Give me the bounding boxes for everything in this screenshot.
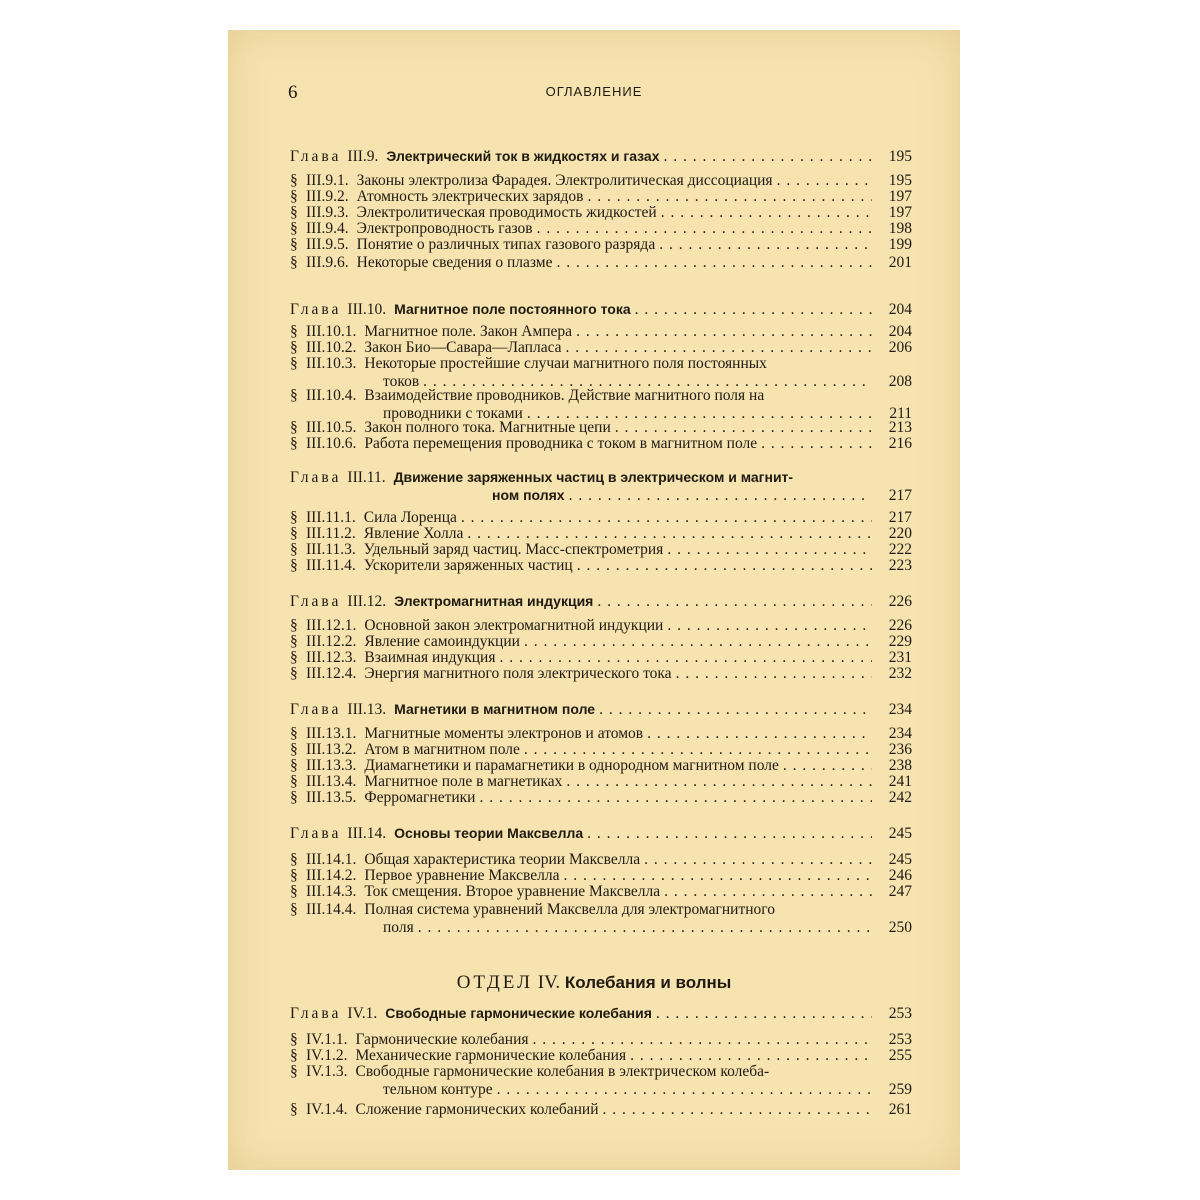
toc-title: Магнитное поле в магнетиках [364,773,563,790]
section-symbol: § [290,419,298,436]
section-symbol: § [290,188,298,205]
toc-section [290,355,912,372]
leader-dots [467,525,872,542]
toc-page: 226 [888,593,912,610]
section-symbol: § [290,1047,298,1064]
toc-title-continued: токов [383,373,420,390]
section-symbol: § [290,1063,298,1080]
toc-code: III.10.4. [306,387,357,404]
toc-chapter [290,148,912,165]
section-symbol: § [290,901,298,918]
toc-section [290,541,912,558]
toc-code: III.11.2. [306,525,356,542]
toc-code: III.10.2. [306,339,357,356]
toc-title: Магнетики в магнитном поле [394,701,596,717]
chapter-label: Глава [290,148,342,165]
section-symbol: § [290,541,298,558]
toc-page: 261 [888,1101,912,1118]
toc-section [290,419,912,436]
toc-continuation [290,487,912,504]
toc-code: III.9.3. [306,204,349,221]
toc-title: Явление Холла [363,525,464,542]
toc-code: III.10. [347,301,387,318]
leader-dots [524,633,872,650]
toc-section [290,633,912,650]
toc-title: Полная система уравнений Максвелла для электромагнитного [364,901,776,918]
toc-title: Магнитное поле постоянного тока [394,301,631,317]
leader-dots [597,593,872,610]
leader-dots [777,172,872,189]
toc-page: 234 [888,701,912,718]
toc-title: Диамагнетики и парамагнетики в однородном магнитном поле [364,757,779,774]
toc-section [290,883,912,900]
leader-dots [577,557,872,574]
leader-dots [569,487,872,504]
toc-page: 246 [888,867,912,884]
leader-dots [533,1031,872,1048]
toc-title: Атом в магнитном поле [364,741,520,758]
toc-code: IV.1.1. [306,1031,348,1048]
leader-dots [497,1081,872,1098]
section-symbol: § [290,1031,298,1048]
leader-dots [524,741,872,758]
toc-code: III.9. [347,148,379,165]
toc-title: Основной закон электромагнитной индукции [364,617,664,634]
toc-section [290,901,912,918]
toc-code: III.9.1. [306,172,349,189]
leader-dots [659,236,872,253]
section-symbol: § [290,220,298,237]
leader-dots [566,773,872,790]
section-symbol: § [290,867,298,884]
leader-dots [537,220,872,237]
toc-section [290,172,912,189]
toc-section [290,725,912,742]
toc-page: 226 [888,617,912,634]
toc-title: Сила Лоренца [363,509,457,526]
toc-title: Основы теории Максвелла [394,825,584,841]
toc-code: III.13. [347,701,387,718]
leader-dots [599,701,872,718]
toc-page: 255 [888,1047,912,1064]
chapter-label: Глава [290,469,342,486]
toc-chapter [290,1005,912,1022]
toc-title: Ферромагнетики [364,789,476,806]
toc-page: 208 [888,373,912,390]
toc-section [290,339,912,356]
toc-title: Некоторые простейшие случаи магнитного поля постоянных [364,355,767,372]
toc-code: III.11.4. [306,557,356,574]
section-symbol: § [290,339,298,356]
toc-chapter [290,701,912,718]
toc-code: IV.1.3. [306,1063,348,1080]
toc-section [290,435,912,452]
book-page [228,30,960,1170]
section-symbol: § [290,355,298,372]
toc-page: 253 [888,1031,912,1048]
toc-code: III.10.1. [306,323,357,340]
toc-section [290,867,912,884]
toc-title: Явление самоиндукции [364,633,520,650]
leader-dots [615,419,872,436]
toc-title: Удельный заряд частиц. Масс-спектрометрия [363,541,664,558]
chapter-label: Глава [290,701,342,718]
toc-title: Механические гармонические колебания [355,1047,627,1064]
leader-dots [667,541,872,558]
toc-code: III.11.3. [306,541,356,558]
toc-page: 250 [888,919,912,936]
toc-title: Работа перемещения проводника с током в магнитном поле [364,435,758,452]
toc-code: III.12.2. [306,633,357,650]
toc-section [290,254,912,271]
chapter-label: Глава [290,825,342,842]
leader-dots [644,851,872,868]
toc-page: 195 [888,148,912,165]
toc-code: III.14.1. [306,851,357,868]
toc-continuation [290,919,912,936]
section-symbol: § [290,773,298,790]
leader-dots [676,665,872,682]
toc-code: III.9.6. [306,254,349,271]
toc-title: Электролитическая проводимость жидкостей [356,204,657,221]
toc-page: 259 [888,1081,912,1098]
toc-title: Электропроводность газов [356,220,533,237]
section-symbol: § [290,172,298,189]
toc-title: Некоторые сведения о плазме [356,254,553,271]
toc-page: 247 [888,883,912,900]
toc-page: 217 [888,487,912,504]
chapter-label: Глава [290,1005,342,1022]
toc-page: 199 [888,236,912,253]
toc-title: Взаимодействие проводников. Действие магнитного поля на [364,387,765,404]
page-number: 6 [288,82,298,103]
toc-code: III.9.5. [306,236,349,253]
toc-title: Свободные гармонические колебания в электрическом колеба- [355,1063,770,1080]
toc-section [290,557,912,574]
toc-chapter [290,593,912,610]
toc-chapter [290,825,912,842]
toc-title: Электромагнитная индукция [394,593,594,609]
section-symbol: § [290,757,298,774]
toc-title: Взаимная индукция [364,649,496,666]
toc-title: Ускорители заряженных частиц [363,557,573,574]
toc-section [290,323,912,340]
toc-section [290,649,912,666]
toc-section [290,773,912,790]
toc-page: 245 [888,851,912,868]
toc-section [290,741,912,758]
leader-dots [667,617,872,634]
toc-title: Магнитные моменты электронов и атомов [364,725,644,742]
toc-code: III.10.6. [306,435,357,452]
toc-section [290,1031,912,1048]
toc-title-continued: ном полях [492,487,565,503]
toc-title: Сложение гармонических колебаний [355,1101,599,1118]
toc-page: 197 [888,188,912,205]
toc-section [290,220,912,237]
toc-code: III.13.1. [306,725,357,742]
section-symbol: § [290,1101,298,1118]
toc-title: Магнитное поле. Закон Ампера [364,323,573,340]
toc-page: 198 [888,220,912,237]
toc-page: 213 [888,419,912,436]
toc-code: IV.1.4. [306,1101,348,1118]
leader-dots [587,188,872,205]
section-symbol: § [290,851,298,868]
toc-page: 245 [888,825,912,842]
toc-section [290,665,912,682]
toc-section [290,509,912,526]
toc-page: 216 [888,435,912,452]
toc-page: 253 [888,1005,912,1022]
leader-dots [603,1101,873,1118]
toc-title: Закон Био—Савара—Лапласа [364,339,562,356]
toc-page: 222 [888,541,912,558]
section-symbol: § [290,509,298,526]
toc-page: 232 [888,665,912,682]
toc-page: 229 [888,633,912,650]
toc-page: 236 [888,741,912,758]
toc-continuation [290,1081,912,1098]
leader-dots [557,254,873,271]
toc-title: Гармонические колебания [355,1031,529,1048]
toc-page: 204 [888,301,912,318]
toc-code: III.14.4. [306,901,357,918]
leader-dots [418,919,872,936]
leader-dots [499,649,872,666]
toc-code: III.13.4. [306,773,357,790]
section-symbol: § [290,741,298,758]
section-symbol: § [290,883,298,900]
part-number: IV. [537,972,561,993]
leader-dots [664,148,872,165]
toc-title: Энергия магнитного поля электрического тока [364,665,672,682]
leader-dots [783,757,872,774]
toc-section [290,789,912,806]
toc-code: III.9.2. [306,188,349,205]
leader-dots [479,789,872,806]
leader-dots [576,323,872,340]
toc-section [290,204,912,221]
toc-page: 220 [888,525,912,542]
leader-dots [566,339,872,356]
toc-title: Законы электролиза Фарадея. Электролитическая диссоциация [356,172,773,189]
toc-code: III.9.4. [306,220,349,237]
toc-page: 197 [888,204,912,221]
leader-dots [630,1047,872,1064]
toc-section [290,617,912,634]
toc-code: III.12. [347,593,387,610]
section-symbol: § [290,633,298,650]
section-symbol: § [290,204,298,221]
toc-page: 211 [889,405,912,422]
toc-code: III.14. [347,825,387,842]
section-symbol: § [290,557,298,574]
toc-page: 223 [888,557,912,574]
toc-title-continued: тельном контуре [383,1081,493,1098]
toc-page: 217 [888,509,912,526]
leader-dots [563,867,872,884]
part-heading [228,972,960,994]
running-title: ОГЛАВЛЕНИЕ [545,84,643,99]
toc-code: III.11. [347,469,386,486]
toc-section [290,188,912,205]
section-symbol: § [290,789,298,806]
section-symbol: § [290,387,298,404]
toc-title: Свободные гармонические колебания [385,1005,652,1021]
running-head [228,82,960,104]
section-symbol: § [290,323,298,340]
toc-title: Ток смещения. Второе уравнение Максвелла [364,883,661,900]
leader-dots [664,883,872,900]
toc-chapter [290,469,912,486]
leader-dots [635,301,872,318]
toc-title: Общая характеристика теории Максвелла [364,851,641,868]
toc-section [290,1047,912,1064]
toc-section [290,387,912,404]
section-symbol: § [290,665,298,682]
toc-code: IV.1.2. [306,1047,348,1064]
leader-dots [656,1005,872,1022]
toc-code: III.13.5. [306,789,357,806]
toc-page: 241 [888,773,912,790]
section-symbol: § [290,525,298,542]
toc-title-continued: проводники с токами [383,405,523,422]
toc-section [290,1063,912,1080]
toc-page: 204 [888,323,912,340]
toc-page: 238 [888,757,912,774]
section-symbol: § [290,435,298,452]
toc-code: III.13.2. [306,741,357,758]
toc-page: 242 [888,789,912,806]
toc-title: Электрический ток в жидкостях и газах [386,148,660,164]
toc-code: III.10.3. [306,355,357,372]
leader-dots [647,725,872,742]
toc-code: III.14.2. [306,867,357,884]
toc-code: III.10.5. [306,419,357,436]
leader-dots [761,435,872,452]
chapter-label: Глава [290,593,342,610]
toc-page: 195 [888,172,912,189]
leader-dots [661,204,872,221]
toc-title: Атомность электрических зарядов [356,188,584,205]
toc-chapter [290,301,912,318]
toc-page: 206 [888,339,912,356]
toc-section [290,757,912,774]
toc-section [290,525,912,542]
toc-section [290,236,912,253]
toc-page: 234 [888,725,912,742]
toc-code: IV.1. [347,1005,378,1022]
toc-title: Закон полного тока. Магнитные цепи [364,419,611,436]
toc-code: III.12.1. [306,617,357,634]
section-symbol: § [290,617,298,634]
section-symbol: § [290,649,298,666]
toc-code: III.12.4. [306,665,357,682]
toc-page: 231 [888,649,912,666]
toc-page: 201 [888,254,912,271]
part-title: Колебания и волны [564,973,732,992]
toc-code: III.14.3. [306,883,357,900]
toc-code: III.12.3. [306,649,357,666]
chapter-label: Глава [290,301,342,318]
toc-code: III.11.1. [306,509,356,526]
leader-dots [587,825,872,842]
toc-title: Первое уравнение Максвелла [364,867,560,884]
toc-section [290,851,912,868]
section-symbol: § [290,254,298,271]
toc-title: Понятие о различных типах газового разряда [356,236,656,253]
section-symbol: § [290,725,298,742]
part-label: ОТДЕЛ [456,972,534,993]
toc-code: III.13.3. [306,757,357,774]
toc-title-continued: поля [383,919,414,936]
toc-title: Движение заряженных частиц в электрическом и магнит- [393,469,794,485]
section-symbol: § [290,236,298,253]
leader-dots [461,509,872,526]
toc-section [290,1101,912,1118]
